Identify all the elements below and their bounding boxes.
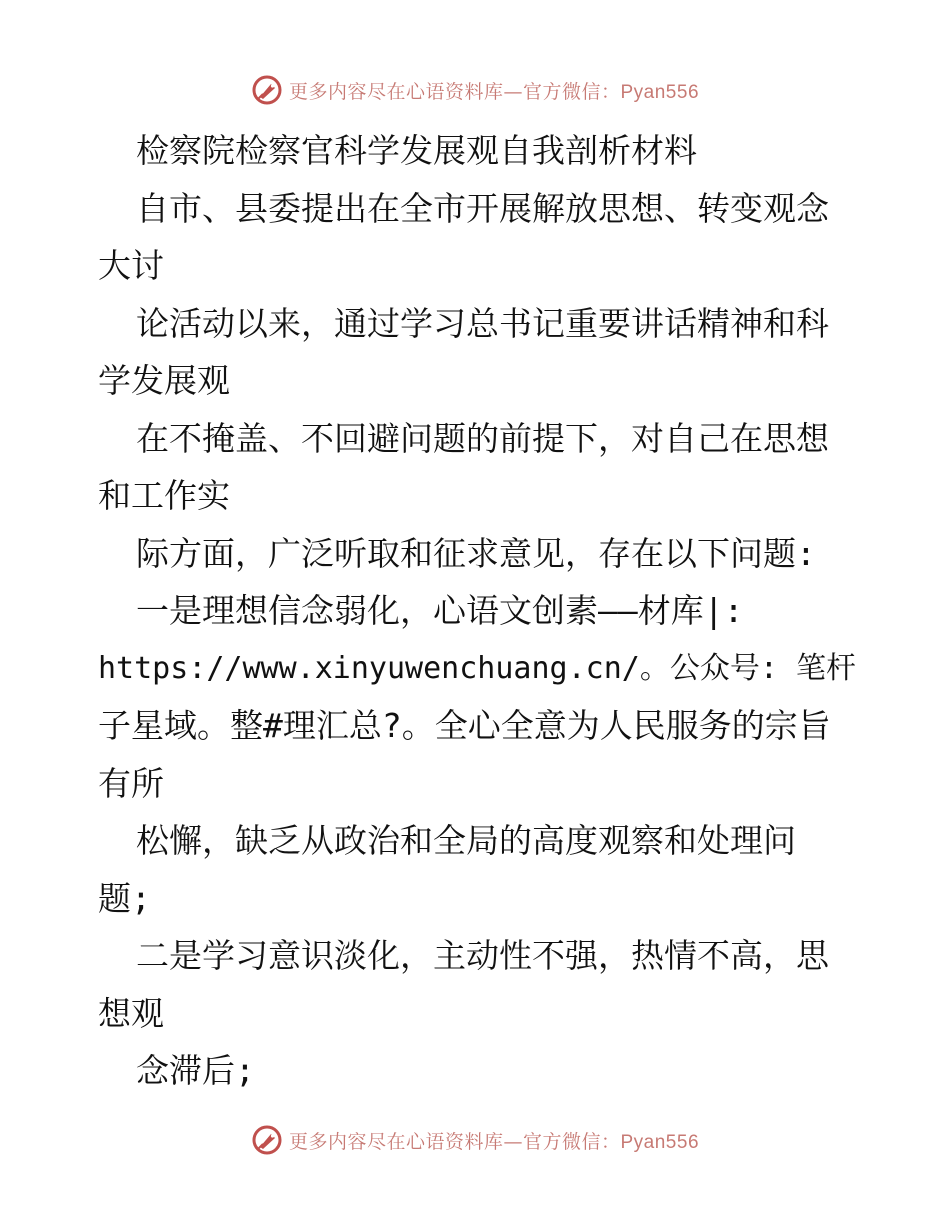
- text-line: 论活动以来，通过学习总书记重要讲话精神和科: [136, 303, 829, 343]
- pen-nib-circle-icon: [251, 1124, 283, 1156]
- watermark-text: [289, 77, 699, 104]
- watermark-header: [0, 70, 950, 110]
- watermark-label: 更多内容尽在心语资料库—官方微信：: [288, 80, 621, 103]
- text-line: 二是学习意识淡化，主动性不强，热情不高，思: [136, 936, 829, 975]
- text-line: 在不掩盖、不回避问题的前提下，对自己在思想: [136, 418, 829, 458]
- document-title: 检察院检察官科学发展观自我剖析材料: [136, 131, 697, 170]
- text-line: 念滞后;: [136, 1051, 255, 1090]
- text-line: 题;: [98, 878, 151, 918]
- text-line: 松懈，缺乏从政治和全局的高度观察和处理问: [136, 821, 796, 860]
- text-line: 大讨: [98, 246, 164, 285]
- watermark-label: 更多内容尽在心语资料库—官方微信：: [288, 1130, 621, 1153]
- text-line: 际方面，广泛听取和征求意见，存在以下问题:: [136, 533, 816, 573]
- watermark-inner: [251, 74, 699, 106]
- watermark-footer: [0, 1120, 950, 1160]
- document-body: [98, 122, 858, 1100]
- text-line: https://www.xinyuwenchuang.cn/。公众号: 笔杆: [98, 650, 856, 686]
- text-line: 子星域。整#理汇总?。全心全意为人民服务的宗旨: [98, 706, 831, 745]
- watermark-inner: [251, 1124, 699, 1156]
- text-line: 自市、县委提出在全市开展解放思想、转变观念: [136, 188, 829, 228]
- watermark-text: [289, 1127, 699, 1154]
- text-line: 想观: [98, 993, 164, 1033]
- watermark-wechat-id: Pyan556: [620, 1131, 700, 1153]
- pen-nib-circle-icon: [251, 74, 283, 106]
- text-line: 一是理想信念弱化，心语文创素——材库|:: [136, 591, 744, 630]
- watermark-wechat-id: Pyan556: [620, 81, 700, 103]
- text-line: 和工作实: [98, 476, 230, 515]
- text-line: 有所: [98, 763, 164, 803]
- text-line: 学发展观: [98, 361, 230, 400]
